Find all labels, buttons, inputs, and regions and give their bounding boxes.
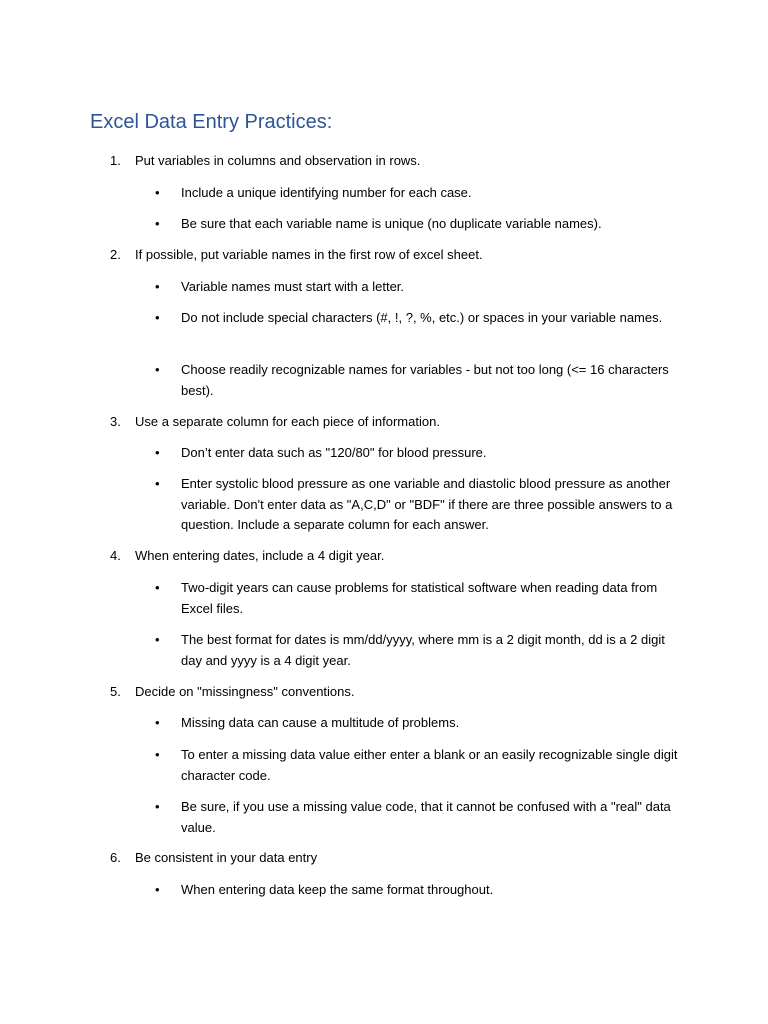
list-item-text: Put variables in columns and observation in rows. bbox=[135, 153, 421, 168]
list-number: 5. bbox=[110, 684, 121, 699]
bullet-item bbox=[155, 630, 695, 671]
list-item-3 bbox=[110, 412, 710, 432]
list-item-text: Be consistent in your data entry bbox=[135, 850, 318, 865]
list-item-text: Decide on "missingness" conventions. bbox=[135, 684, 355, 699]
list-number: 1. bbox=[110, 153, 121, 168]
bullet-text: Variable names must start with a letter. bbox=[181, 279, 405, 294]
list-number: 3. bbox=[110, 414, 121, 429]
bullet-text: When entering data keep the same format throughout. bbox=[181, 882, 494, 897]
list-item-2 bbox=[110, 245, 710, 265]
bullet-icon: • bbox=[155, 580, 160, 595]
bullet-icon: • bbox=[155, 310, 160, 325]
bullet-icon: • bbox=[155, 632, 160, 647]
bullet-item bbox=[155, 578, 695, 619]
bullet-item bbox=[155, 880, 695, 901]
bullet-item bbox=[155, 443, 695, 464]
bullet-text: The best format for dates is mm/dd/yyyy, where mm is a 2 digit month, dd is a 2 digit day and yyyy is a 4 digit year. bbox=[181, 632, 665, 668]
bullet-text: Enter systolic blood pressure as one variable and diastolic blood pressure as another variable. Don't enter data as "A,C,D" or "BDF" if there are three possible answers to a question. Include a separate column for each answer. bbox=[181, 476, 673, 532]
bullet-icon: • bbox=[155, 799, 160, 814]
bullet-text: Two-digit years can cause problems for statistical software when reading data from Excel files. bbox=[181, 580, 658, 616]
bullet-icon: • bbox=[155, 882, 160, 897]
bullet-item bbox=[155, 474, 695, 536]
bullet-icon: • bbox=[155, 476, 160, 491]
list-item-5 bbox=[110, 682, 710, 702]
bullet-icon: • bbox=[155, 185, 160, 200]
bullet-icon: • bbox=[155, 747, 160, 762]
bullet-item bbox=[155, 214, 695, 235]
bullet-text: Do not include special characters (#, !, ?, %, etc.) or spaces in your variable names. bbox=[181, 310, 663, 325]
list-item-text: Use a separate column for each piece of information. bbox=[135, 414, 440, 429]
bullet-item bbox=[155, 308, 695, 329]
bullet-icon: • bbox=[155, 362, 160, 377]
bullet-icon: • bbox=[155, 445, 160, 460]
document-title: Excel Data Entry Practices: bbox=[90, 111, 333, 133]
bullet-text: Don’t enter data such as "120/80" for blood pressure. bbox=[181, 445, 487, 460]
list-item-text: If possible, put variable names in the first row of excel sheet. bbox=[135, 247, 483, 262]
bullet-item bbox=[155, 797, 695, 838]
bullet-icon: • bbox=[155, 279, 160, 294]
bullet-item bbox=[155, 713, 695, 734]
list-number: 6. bbox=[110, 850, 121, 865]
bullet-text: Choose readily recognizable names for variables - but not too long (<= 16 characters best). bbox=[181, 362, 669, 398]
bullet-icon: • bbox=[155, 715, 160, 730]
bullet-item bbox=[155, 183, 695, 204]
bullet-item bbox=[155, 360, 695, 401]
bullet-icon: • bbox=[155, 216, 160, 231]
bullet-text: Be sure that each variable name is unique (no duplicate variable names). bbox=[181, 216, 602, 231]
bullet-text: Be sure, if you use a missing value code, that it cannot be confused with a "real" data value. bbox=[181, 799, 671, 835]
list-item-4 bbox=[110, 546, 710, 566]
list-item-6 bbox=[110, 848, 710, 868]
list-item-text: When entering dates, include a 4 digit year. bbox=[135, 548, 385, 563]
bullet-text: Missing data can cause a multitude of problems. bbox=[181, 715, 460, 730]
bullet-item bbox=[155, 277, 695, 298]
bullet-text: To enter a missing data value either enter a blank or an easily recognizable single digit character code. bbox=[181, 747, 678, 783]
list-number: 2. bbox=[110, 247, 121, 262]
bullet-item bbox=[155, 745, 695, 786]
bullet-text: Include a unique identifying number for each case. bbox=[181, 185, 472, 200]
list-item-1 bbox=[110, 151, 710, 171]
list-number: 4. bbox=[110, 548, 121, 563]
